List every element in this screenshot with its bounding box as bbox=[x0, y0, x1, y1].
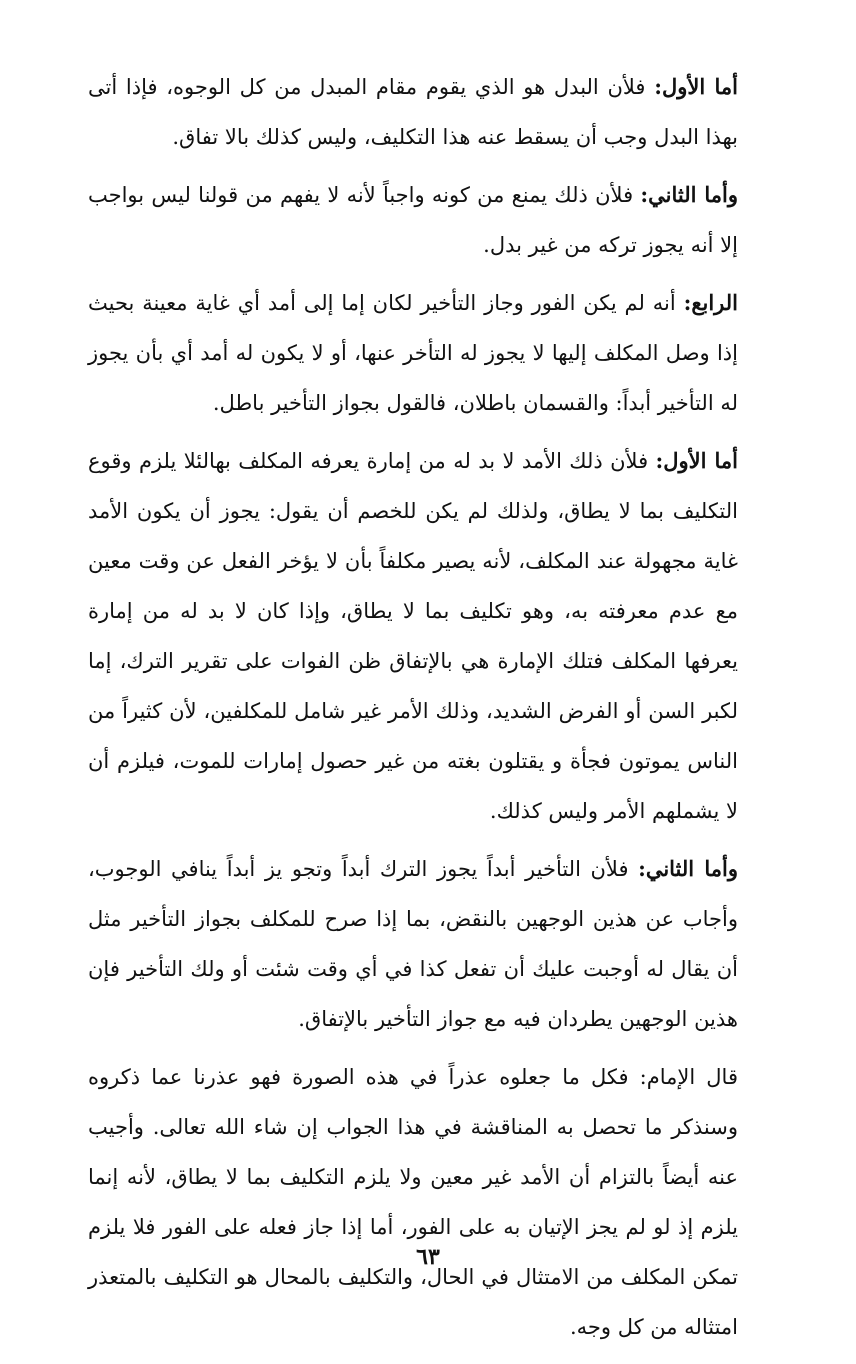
page-body bbox=[88, 62, 738, 1360]
paragraph-text: فلأن ذلك يمنع من كونه واجباً لأنه لا يفهم من قولنا ليس بواجب إلا أنه يجوز تركه من غير بدل. bbox=[88, 183, 738, 257]
paragraph-heading: الرابع: bbox=[683, 290, 738, 315]
paragraph-text: فلأن ذلك الأمد لا بد له من إمارة يعرفه المكلف بهالئلا يلزم وقوع التكليف بما لا يطاق، ولذلك لم يكن للخصم أن يقول: يجوز أن يكون الأمد غاية مجهولة عند المكلف، لأنه يصير مكلفاً بأن لا يؤخر الفعل عن وقت معين مع عدم معرفته به، وهو تكليف بما لا يطاق، وإذا كان لا بد له من إمارة يعرفها المكلف فتلك الإمارة هي بالإتفاق ظن الفوات على تقرير الترك، إما لكبر السن أو الفرض الشديد، وذلك الأمر غير شامل للمكلفين، لأن كثيراً من الناس يموتون فجأة و يقتلون بغته من غير حصول إمارات للموت، فيلزم أن لا يشملهم الأمر وليس كذلك. bbox=[88, 449, 738, 823]
paragraph-heading: أما الأول: bbox=[655, 448, 738, 473]
paragraph-text: قال الإمام: فكل ما جعلوه عذراً في هذه الصورة فهو عذرنا عما ذكروه وسنذكر ما تحصل به المناقشة في هذا الجواب إن شاء الله تعالى. وأجيب عنه أيضاً بالتزام أن الأمد غير معين ولا يلزم التكليف بما لا يطاق، لأنه إنما يلزم إذ لو لم يجز الإتيان به على الفور، أما إذا جاز فعله على الفور فلا يلزم تمكن المكلف من الامتثال في الحال، والتكليف بالمحال هو التكليف بالمتعذر امتثاله من كل وجه. bbox=[88, 1065, 738, 1339]
paragraph-heading: أما الأول: bbox=[654, 74, 738, 99]
paragraph-text: فلأن البدل هو الذي يقوم مقام المبدل من كل الوجوه، فإذا أتى بهذا البدل وجب أن يسقط عنه هذا التكليف، وليس كذلك بالا تفاق. bbox=[88, 75, 738, 149]
paragraph-text: فلأن التأخير أبداً يجوز الترك أبداً وتجو يز أبداً ينافي الوجوب، وأجاب عن هذين الوجهين بالنقض، بما إذا صرح للمكلف بجواز التأخير مثل أن يقال له أوجبت عليك أن تفعل كذا في أي وقت شئت أو ولك التأخير فإن هذين الوجهين يطردان فيه مع جواز التأخير بالإتفاق. bbox=[88, 857, 738, 1031]
page-number: ٦٣ bbox=[416, 1244, 440, 1270]
paragraph bbox=[88, 1052, 738, 1352]
paragraph-text: أنه لم يكن الفور وجاز التأخير لكان إما إلى أمد أي غاية معينة بحيث إذا وصل المكلف إليها لا يجوز له التأخر عنها، أو لا يكون له أمد أي بأن يجوز له التأخير أبداً: والقسمان باطلان، فالقول بجواز التأخير باطل. bbox=[88, 291, 738, 415]
paragraph bbox=[88, 278, 738, 428]
paragraph-heading: وأما الثاني: bbox=[640, 182, 738, 207]
paragraph bbox=[88, 436, 738, 836]
paragraph-heading: وأما الثاني: bbox=[638, 856, 738, 881]
paragraph bbox=[88, 170, 738, 270]
paragraph bbox=[88, 62, 738, 162]
paragraph bbox=[88, 844, 738, 1044]
